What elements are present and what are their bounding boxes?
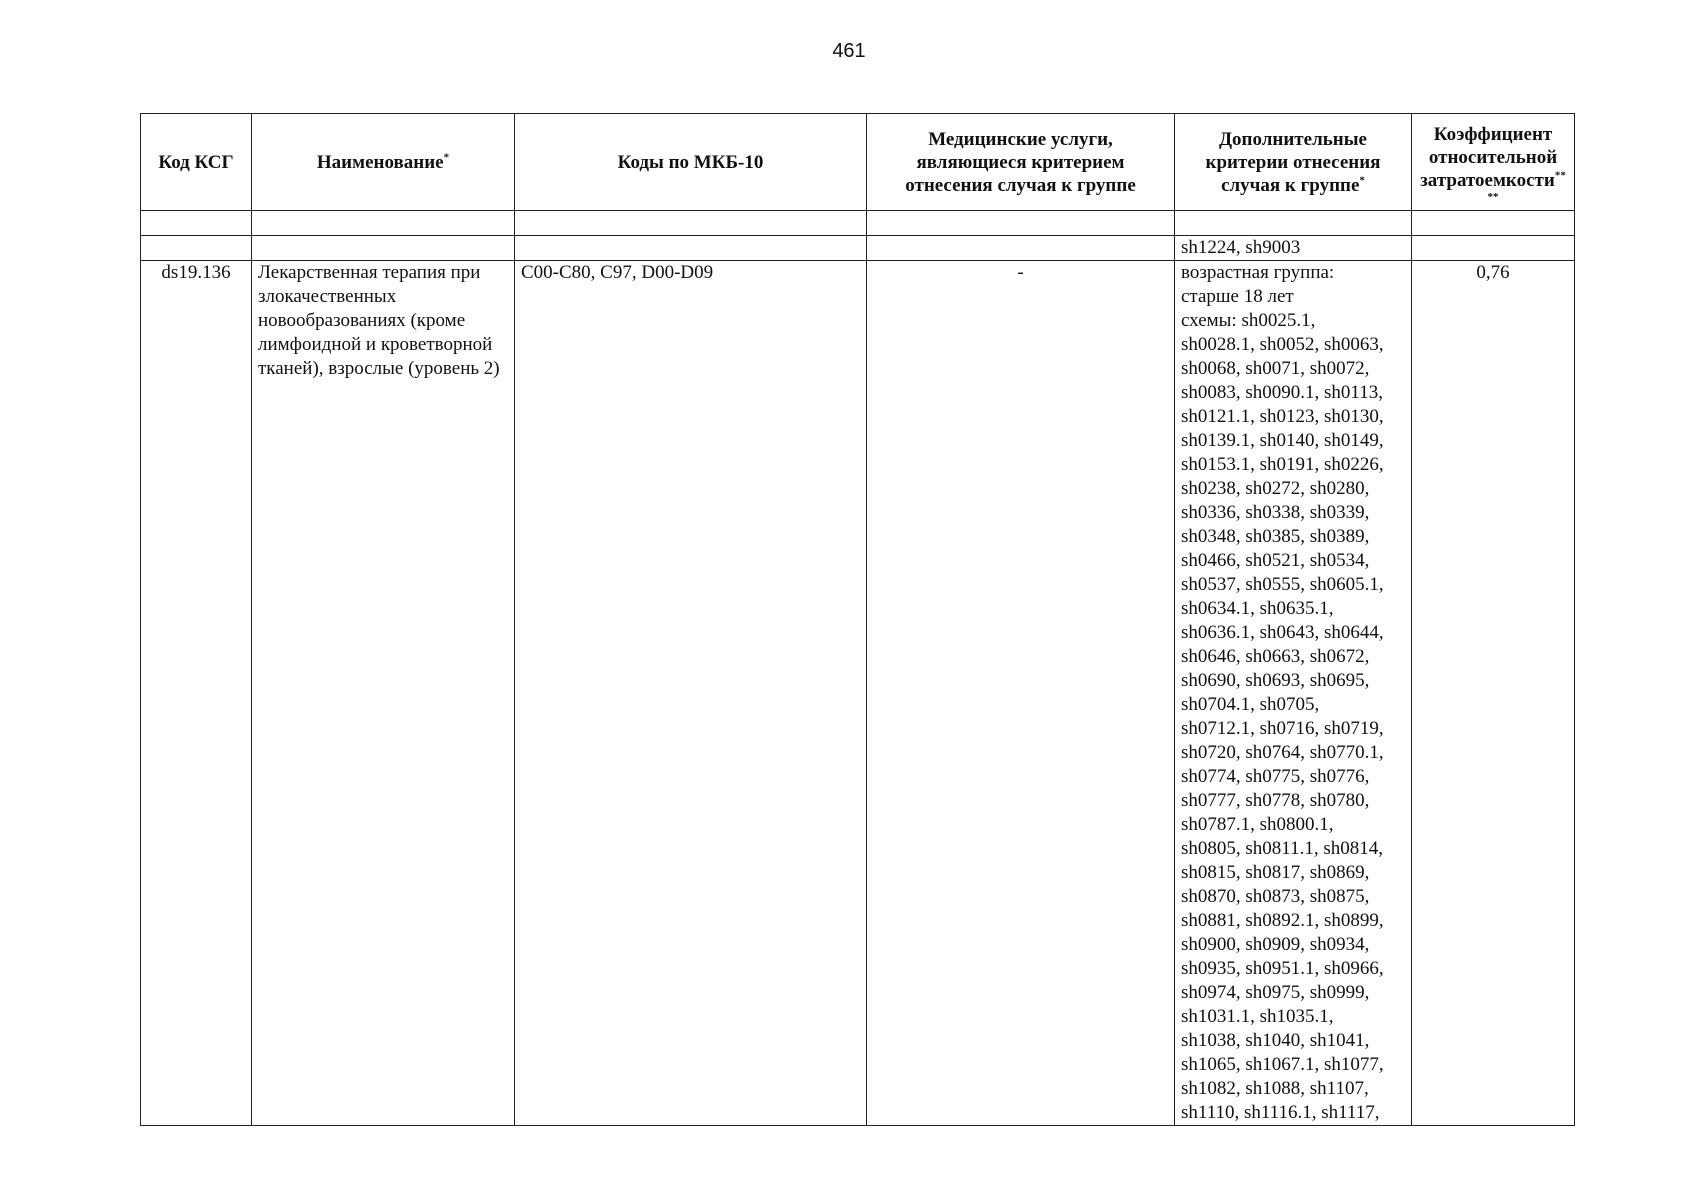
criteria-line: sh1031.1, sh1035.1, [1181, 1006, 1334, 1027]
criteria-line: sh0900, sh0909, sh0934, [1181, 934, 1370, 955]
criteria-line: sh0805, sh0811.1, sh0814, [1181, 838, 1383, 859]
table-cell [867, 236, 1175, 261]
header-row [141, 114, 1575, 211]
header-coefficient-footnote-mark-2: ** [1487, 190, 1499, 203]
criteria-line: sh1065, sh1067.1, sh1077, [1181, 1054, 1384, 1075]
empty-row [141, 211, 1575, 236]
criteria-line: sh0083, sh0090.1, sh0113, [1181, 382, 1383, 403]
criteria-line: старше 18 лет [1181, 286, 1294, 307]
table-cell [1175, 211, 1412, 236]
criteria-line: sh0720, sh0764, sh0770.1, [1181, 742, 1384, 763]
ksg-code-cell: ds19.136 [141, 261, 252, 1126]
criteria-line: sh0881, sh0892.1, sh0899, [1181, 910, 1384, 931]
criteria-line: sh0466, sh0521, sh0534, [1181, 550, 1370, 571]
header-services: Медицинские услуги, являющиеся критерием отнесения случая к группе [867, 114, 1175, 211]
criteria-line: sh0712.1, sh0716, sh0719, [1181, 718, 1384, 739]
criteria-cell [1175, 261, 1412, 1126]
criteria-line: sh0068, sh0071, sh0072, [1181, 358, 1370, 379]
criteria-line: sh0348, sh0385, sh0389, [1181, 526, 1370, 547]
header-name: Наименование* [252, 114, 515, 211]
criteria-line: sh1038, sh1040, sh1041, [1181, 1030, 1370, 1051]
criteria-line: sh0777, sh0778, sh0780, [1181, 790, 1370, 811]
header-code: Код КСГ [141, 114, 252, 211]
table-cell [867, 211, 1175, 236]
criteria-line: возрастная группа: [1181, 262, 1335, 283]
criteria-line: sh0646, sh0663, sh0672, [1181, 646, 1370, 667]
table-cell [141, 236, 252, 261]
criteria-line: схемы: sh0025.1, [1181, 310, 1316, 331]
criteria-line: sh0634.1, sh0635.1, [1181, 598, 1334, 619]
table-cell [1412, 236, 1575, 261]
header-coefficient: Коэффициент относительной затратоемкости** ** [1412, 114, 1575, 211]
services-cell: - [867, 261, 1175, 1126]
criteria-line: sh0636.1, sh0643, sh0644, [1181, 622, 1384, 643]
ksg-table [140, 113, 1575, 1126]
header-coefficient-footnote-mark: ** [1554, 169, 1566, 182]
table-cell [141, 211, 252, 236]
criteria-line: sh0121.1, sh0123, sh0130, [1181, 406, 1384, 427]
table-row [141, 261, 1575, 1126]
criteria-line: sh0774, sh0775, sh0776, [1181, 766, 1370, 787]
header-criteria-footnote-mark: * [1359, 174, 1365, 187]
table-cell [252, 236, 515, 261]
criteria-line: sh1110, sh1116.1, sh1117, [1181, 1102, 1380, 1123]
criteria-line: sh0787.1, sh0800.1, [1181, 814, 1334, 835]
criteria-line: sh1082, sh1088, sh1107, [1181, 1078, 1369, 1099]
table-cell [1412, 211, 1575, 236]
criteria-line: sh0153.1, sh0191, sh0226, [1181, 454, 1384, 475]
criteria-line: sh0690, sh0693, sh0695, [1181, 670, 1370, 691]
header-icd: Коды по МКБ-10 [515, 114, 867, 211]
continuation-row [141, 236, 1575, 261]
criteria-line: sh0704.1, sh0705, [1181, 694, 1320, 715]
criteria-line: sh0974, sh0975, sh0999, [1181, 982, 1370, 1003]
criteria-line: sh0870, sh0873, sh0875, [1181, 886, 1370, 907]
criteria-line: sh0537, sh0555, sh0605.1, [1181, 574, 1384, 595]
table-cell [515, 211, 867, 236]
criteria-line: sh0815, sh0817, sh0869, [1181, 862, 1370, 883]
ksg-name-cell: Лекарственная терапия при злокачественных новообразованиях (кроме лимфоидной и кроветворной тканей), взрослые (уровень 2) [252, 261, 515, 1126]
icd-codes-cell: C00-C80, C97, D00-D09 [515, 261, 867, 1126]
table-cell [515, 236, 867, 261]
table-cell [252, 211, 515, 236]
coefficient-cell: 0,76 [1412, 261, 1575, 1126]
header-name-footnote-mark: * [443, 151, 450, 164]
continuation-criteria-cell: sh1224, sh9003 [1175, 236, 1412, 261]
page-number: 461 [832, 40, 866, 62]
criteria-line: sh0336, sh0338, sh0339, [1181, 502, 1370, 523]
header-criteria: Дополнительные критерии отнесения случая к группе* [1175, 114, 1412, 211]
criteria-line: sh0139.1, sh0140, sh0149, [1181, 430, 1384, 451]
criteria-line: sh0238, sh0272, sh0280, [1181, 478, 1370, 499]
criteria-line: sh0028.1, sh0052, sh0063, [1181, 334, 1384, 355]
criteria-line: sh0935, sh0951.1, sh0966, [1181, 958, 1384, 979]
